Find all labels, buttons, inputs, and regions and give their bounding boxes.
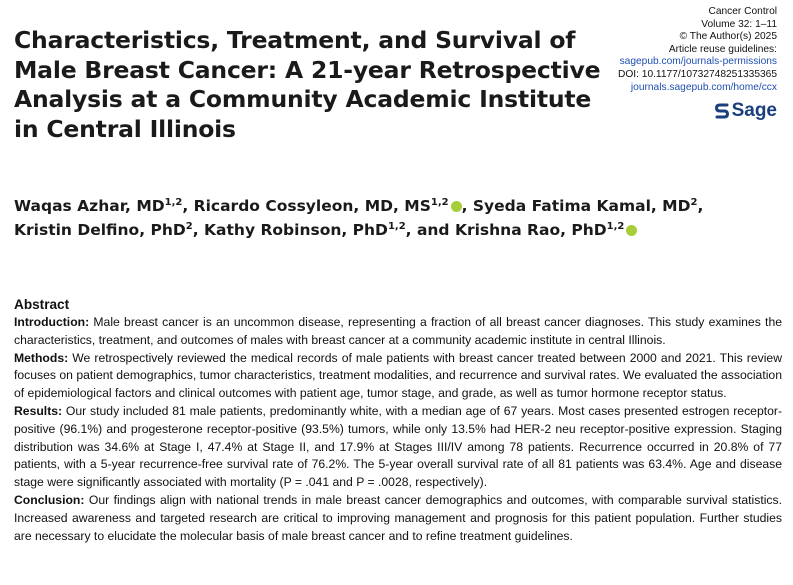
author: Syeda Fatima Kamal, $MD^2$,: [472, 197, 704, 215]
sage-s-icon: [715, 102, 729, 120]
sage-logo: [715, 100, 777, 122]
abstract-heading: Abstract: [14, 297, 70, 312]
abstract-conclusion: Conclusion: Our findings align with national trends in male breast cancer demographics and outcomes, with comparable survival statistics. Increased awareness and targeted research are critical to improving management and prognosis for this patient population. Further studies are necessary to elucidate the molecular basis of male breast cancer and to refine treatment guidelines.: [14, 492, 783, 543]
author: Krishna Rao, PhD$^{1,2}$: [455, 221, 637, 239]
copyright: © The Author(s) 2025: [679, 31, 777, 43]
journal-volume: Volume 32: 1–11: [701, 18, 777, 30]
abstract-methods: Methods: We retrospectively reviewed the medical records of male patients with breast cancer treated between 2000 and 2021. This review focuses on patient demographics, tumor characteristics, treatment modalities, and recurrence and survival rates. We evaluated the association of epidemiological factors and clinical outcomes with patient age, tumor stage, and grade, as well as tumor hormone receptor status.: [14, 350, 782, 401]
orcid-icon[interactable]: [451, 201, 462, 212]
author: Kathy Robinson, PhD$^{1,2}$, and: [204, 221, 455, 239]
author: Kristin Delfino, PhD$^2$,: [14, 221, 205, 239]
abstract: [14, 296, 782, 545]
author: Waqas Azhar, MD$^{1,2}$,: [14, 197, 194, 215]
doi: DOI: 10.1177/10732748251335365: [618, 68, 777, 80]
journal-home-link[interactable]: journals.sagepub.com/home/ccx: [630, 81, 777, 93]
publisher-name: Sage: [731, 100, 777, 121]
abstract-introduction: Introduction: Male breast cancer is an uncommon disease, representing a fraction of all breast cancer diagnoses. This study examines the characteristics, treatment, and outcomes of males with breast cancer at a community academic institute in central Illinois.: [14, 315, 782, 347]
abstract-results: Results: Our study included 81 male patients, predominantly white, with a median age of 67 years. Most cases presented estrogen receptor-positive (96.1%) and progesterone receptor-positive (93.5%) tumors, while only 13.5% had HER-2 neu receptor-positive expression. Staging distribution was 34.6% at Stage I, 47.4% at Stage II, and 17.9% at Stages III/IV among 78 patients. Recurrence occurred in 20.8% of 77 patients, with a 5-year recurrence-free survival rate of 76.2%. The 5-year overall survival rate of all 81 patients was 63.4%. Age and disease stage were significantly associated with mortality (P = .041 and P = .0028, respectively).: [14, 403, 783, 490]
reuse-link[interactable]: sagepub.com/journals-permissions: [619, 56, 777, 68]
orcid-icon[interactable]: [626, 225, 637, 236]
author-list: [14, 194, 774, 242]
article-title: Characteristics, Treatment, and Survival of Male Breast Cancer: A 21-year Retrospective Analysis at a Community Academic Institute in Central Illinois: [14, 26, 601, 143]
reuse-label: Article reuse guidelines:: [668, 43, 777, 55]
journal-name: Cancer Control: [708, 6, 777, 17]
author: Ricardo Cossyleon, MD, MS$^{1,2}$ ,: [193, 197, 473, 215]
